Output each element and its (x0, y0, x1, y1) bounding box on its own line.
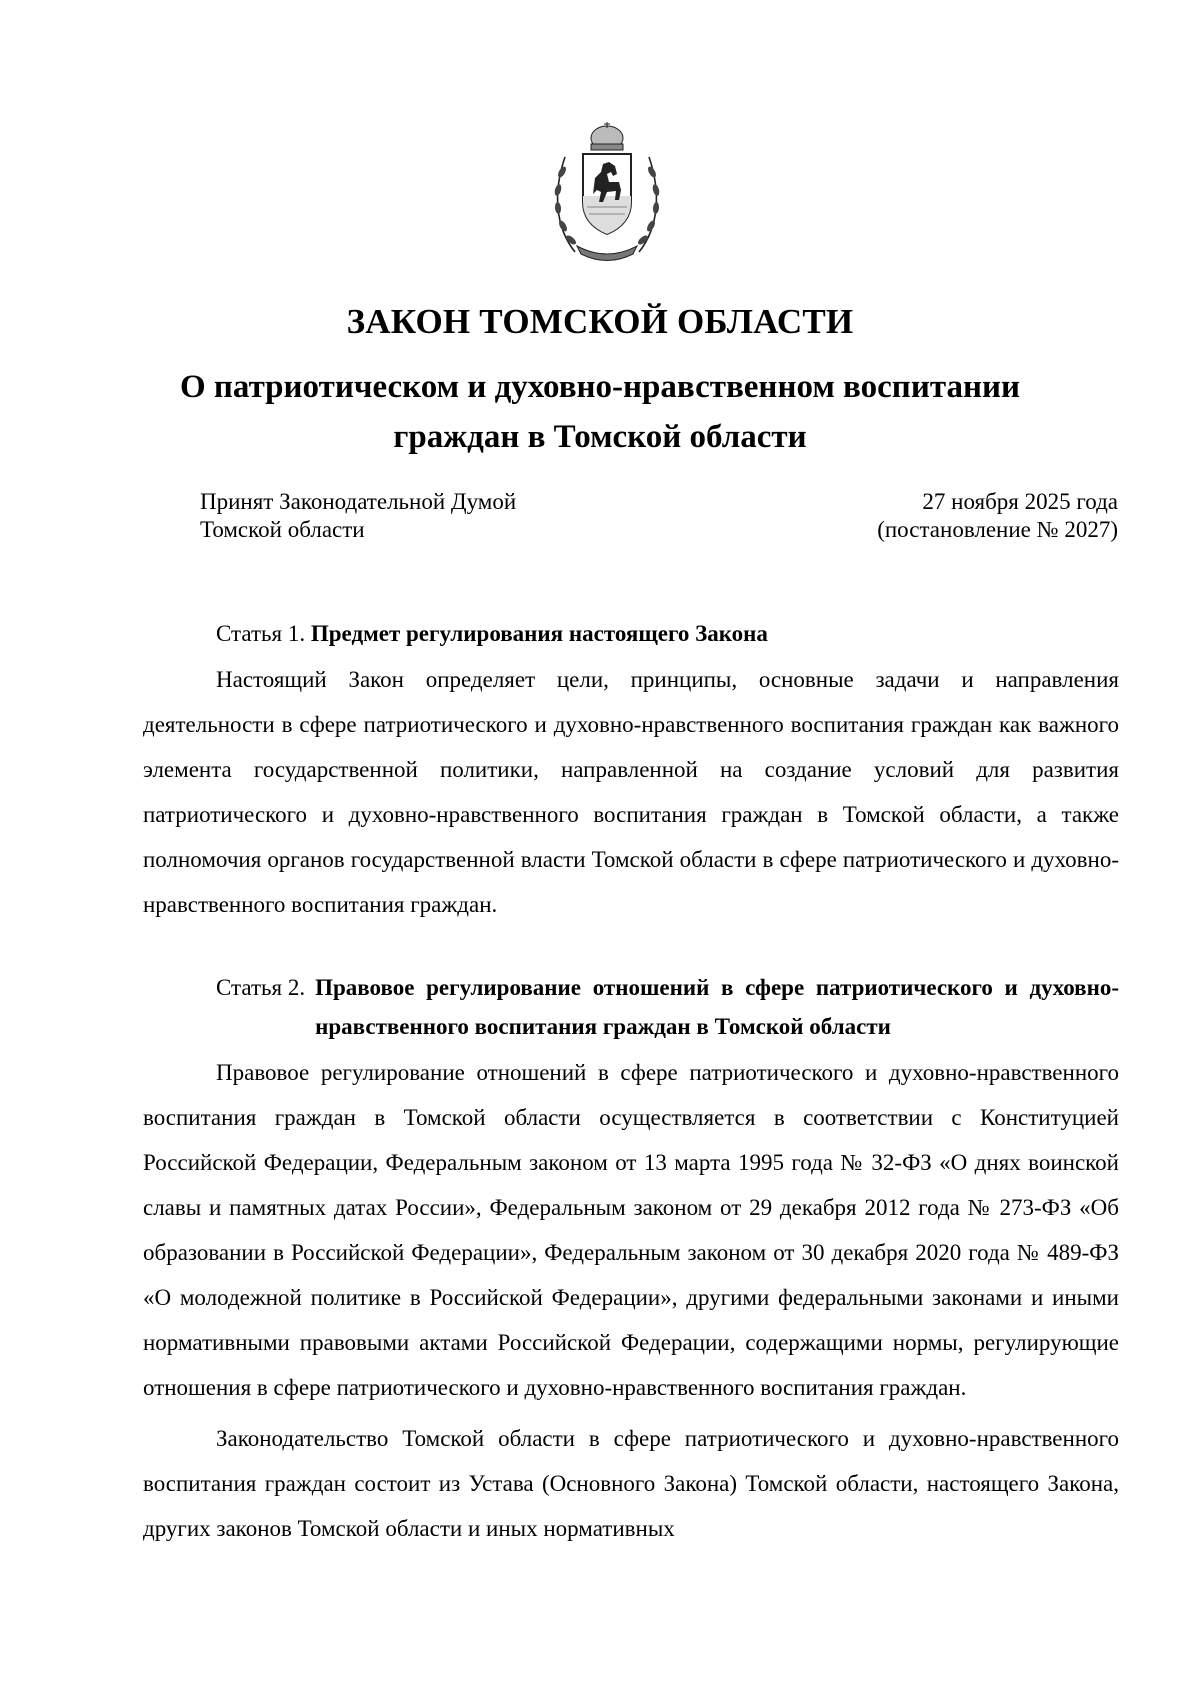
article-2 (143, 968, 1119, 1551)
law-subtitle-line: граждан в Томской области (393, 419, 807, 455)
coat-of-arms-icon (547, 112, 667, 262)
article-paragraph: Законодательство Томской области в сфере патриотического и духовно-нравственного воспитания граждан состоит из Устава (Основного Закона) Томской области, настоящего Закона, других законов Томской области и иных нормативных (143, 1426, 1119, 1541)
article-heading (143, 968, 1119, 1046)
article-number: Статья 1. (216, 621, 306, 646)
article-heading (143, 614, 1119, 653)
article-number: Статья 2. (216, 975, 306, 1000)
article-paragraph: Настоящий Закон определяет цели, принципы, основные задачи и направления деятельности в сфере патриотического и духовно-нравственного воспитания граждан как важного элемента государственной политики, направленной на создание условий для развития патриотического и духовно-нравственного воспитания граждан в Томской области, а также полномочия органов государственной власти Томской области в сфере патриотического и духовно-нравственного воспитания граждан. (143, 667, 1119, 917)
resolution-number: (постановление № 2027) (877, 517, 1118, 542)
law-title: ЗАКОН ТОМСКОЙ ОБЛАСТИ (346, 302, 854, 341)
article-title: Правовое регулирование отношений в сфере патриотического и духовно-нравственного воспитания граждан в Томской области (315, 975, 1119, 1039)
law-subtitle-line: О патриотическом и духовно-нравственном воспитании (179, 369, 1020, 405)
article-1 (143, 614, 1119, 927)
law-subtitle (140, 362, 1060, 462)
adopted-by-line: Принят Законодательной Думой (200, 489, 517, 514)
adopted-date: 27 ноября 2025 года (922, 489, 1118, 514)
adopted-by-block (200, 488, 516, 544)
adopted-by-line: Томской области (200, 517, 365, 542)
coat-of-arms-emblem (547, 112, 667, 262)
adopted-date-block (877, 488, 1118, 544)
article-title: Предмет регулирования настоящего Закона (310, 621, 768, 646)
article-paragraph: Правовое регулирование отношений в сфере патриотического и духовно-нравственного воспитания граждан в Томской области осуществляется в соответствии с Конституцией Российской Федерации, Федеральным законом от 13 марта 1995 года № 32-ФЗ «О днях воинской славы и памятных датах России», Федеральным законом от 29 декабря 2012 года № 273-ФЗ «Об образовании в Российской Федерации», Федеральным законом от 30 декабря 2020 года № 489-ФЗ «О молодежной политике в Российской Федерации», другими федеральными законами и иными нормативными правовыми актами Российской Федерации, содержащими нормы, регулирующие отношения в сфере патриотического и духовно-нравственного воспитания граждан. (143, 1060, 1119, 1400)
